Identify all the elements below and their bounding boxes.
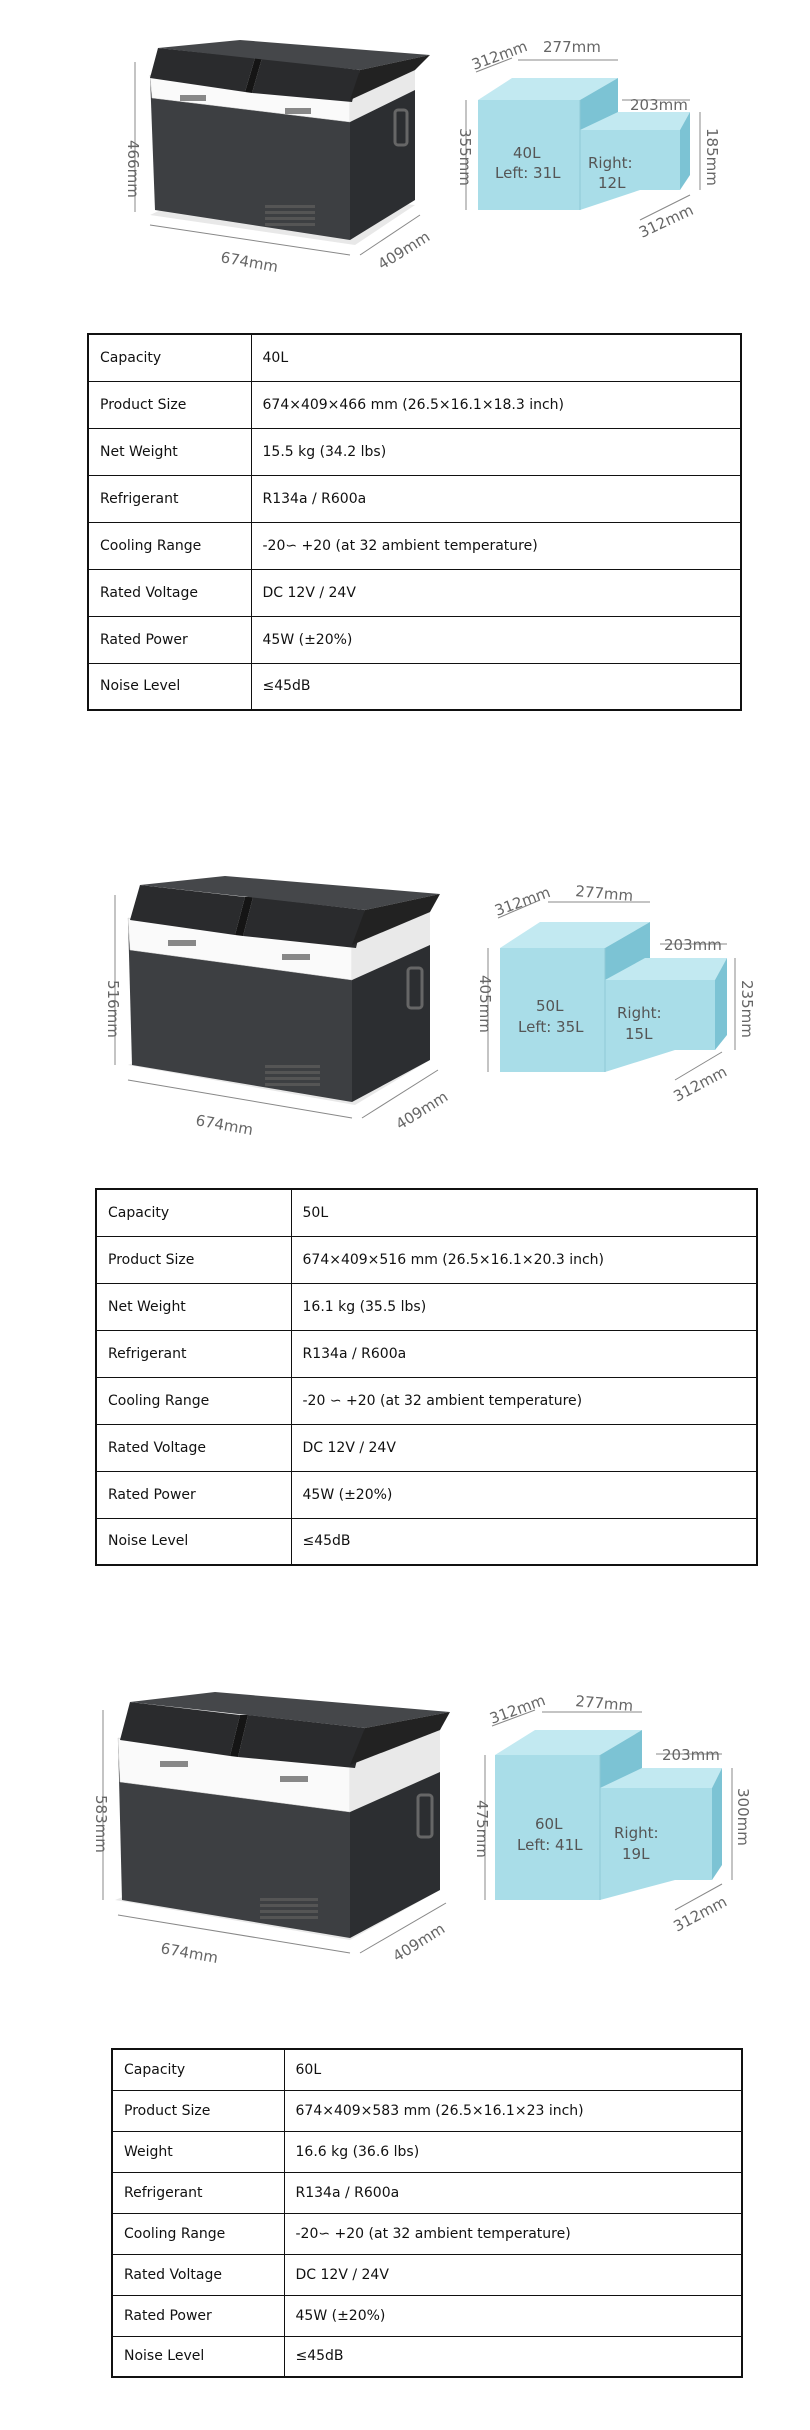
box-width-left-label: 312mm (487, 1691, 548, 1728)
spec-key: Capacity (112, 2049, 284, 2090)
spec-key: Cooling Range (112, 2213, 284, 2254)
fridge-image (150, 40, 430, 245)
product-section-60l (0, 1660, 810, 2430)
spec-value: ≤45dB (251, 663, 741, 710)
product-illustration-50l (0, 840, 810, 1150)
spec-value: ≤45dB (284, 2336, 742, 2377)
spec-value: 40L (251, 334, 741, 381)
table-row (112, 2213, 742, 2254)
table-row (88, 381, 741, 428)
table-row (112, 2172, 742, 2213)
fridge-length-label: 674mm (194, 1111, 255, 1139)
box-right-label: Right: (588, 154, 633, 172)
spec-value: 50L (291, 1189, 757, 1236)
table-row (96, 1424, 757, 1471)
spec-value: -20∽ +20 (at 32 ambient temperature) (284, 2213, 742, 2254)
fridge-depth-label: 409mm (392, 1087, 452, 1134)
box-height-left-label: 405mm (476, 975, 494, 1033)
spec-key: Rated Voltage (96, 1424, 291, 1471)
spec-key: Rated Power (88, 616, 251, 663)
table-row (88, 569, 741, 616)
table-row (112, 2295, 742, 2336)
spec-key: Noise Level (88, 663, 251, 710)
fridge-image (128, 876, 440, 1105)
fridge-depth-label: 409mm (374, 227, 434, 274)
table-row (112, 2254, 742, 2295)
spec-key: Noise Level (96, 1518, 291, 1565)
box-width-mid-label: 277mm (574, 1692, 634, 1716)
box-width-right-label: 203mm (662, 1746, 720, 1764)
spec-key: Net Weight (88, 428, 251, 475)
box-height-right-label: 300mm (734, 1788, 752, 1846)
spec-value: ≤45dB (291, 1518, 757, 1565)
spec-key: Product Size (88, 381, 251, 428)
spec-key: Weight (112, 2131, 284, 2172)
table-row (96, 1330, 757, 1377)
product-illustration-60l (0, 1660, 810, 1980)
spec-value: DC 12V / 24V (251, 569, 741, 616)
spec-value: DC 12V / 24V (284, 2254, 742, 2295)
spec-key: Refrigerant (96, 1330, 291, 1377)
fridge-height-label: 583mm (92, 1795, 110, 1853)
fridge-height-label: 516mm (104, 980, 122, 1038)
table-row (96, 1377, 757, 1424)
fridge-length-label: 674mm (159, 1939, 220, 1967)
box-width-mid-label: 277mm (543, 38, 601, 56)
table-row (88, 616, 741, 663)
spec-value: 674×409×466 mm (26.5×16.1×18.3 inch) (251, 381, 741, 428)
box-width-left-label: 312mm (469, 37, 530, 74)
box-depth-label: 312mm (636, 200, 697, 242)
spec-key: Noise Level (112, 2336, 284, 2377)
spec-key: Capacity (96, 1189, 291, 1236)
spec-value: -20 ∽ +20 (at 32 ambient temperature) (291, 1377, 757, 1424)
box-height-right-label: 235mm (738, 980, 756, 1038)
box-right-capacity: 15L (625, 1025, 653, 1043)
table-row (96, 1471, 757, 1518)
box-width-right-label: 203mm (630, 96, 688, 114)
spec-value: 674×409×516 mm (26.5×16.1×20.3 inch) (291, 1236, 757, 1283)
table-row (88, 475, 741, 522)
fridge-image (115, 1692, 450, 1940)
box-height-left-label: 475mm (473, 1800, 491, 1858)
spec-key: Product Size (96, 1236, 291, 1283)
spec-key: Cooling Range (96, 1377, 291, 1424)
spec-value: R134a / R600a (291, 1330, 757, 1377)
box-left-capacity: Left: 31L (495, 164, 561, 182)
box-right-capacity: 12L (598, 174, 626, 192)
box-height-right-label: 185mm (703, 128, 721, 186)
spec-key: Rated Power (112, 2295, 284, 2336)
product-section-40l (0, 0, 810, 720)
table-row (96, 1189, 757, 1236)
box-total-capacity: 60L (535, 1815, 563, 1833)
spec-key: Product Size (112, 2090, 284, 2131)
table-row (96, 1236, 757, 1283)
spec-value: DC 12V / 24V (291, 1424, 757, 1471)
product-section-50l (0, 840, 810, 1580)
spec-value: 16.6 kg (36.6 lbs) (284, 2131, 742, 2172)
spec-key: Rated Voltage (112, 2254, 284, 2295)
box-depth-label: 312mm (670, 1892, 730, 1936)
box-right-label: Right: (614, 1824, 659, 1842)
spec-value: 16.1 kg (35.5 lbs) (291, 1283, 757, 1330)
box-total-capacity: 40L (513, 144, 541, 162)
box-left-capacity: Left: 41L (517, 1836, 583, 1854)
fridge-length-label: 674mm (219, 248, 280, 276)
box-left-capacity: Left: 35L (518, 1018, 584, 1036)
table-row (112, 2049, 742, 2090)
box-depth-label: 312mm (670, 1062, 730, 1106)
spec-key: Rated Voltage (88, 569, 251, 616)
product-illustration-40l (0, 0, 810, 290)
table-row (96, 1283, 757, 1330)
spec-table-40l (87, 333, 742, 711)
spec-value: 45W (±20%) (284, 2295, 742, 2336)
box-right-capacity: 19L (622, 1845, 650, 1863)
spec-value: 60L (284, 2049, 742, 2090)
spec-key: Rated Power (96, 1471, 291, 1518)
spec-value: 15.5 kg (34.2 lbs) (251, 428, 741, 475)
table-row (112, 2131, 742, 2172)
spec-value: 674×409×583 mm (26.5×16.1×23 inch) (284, 2090, 742, 2131)
table-row (112, 2336, 742, 2377)
spec-value: 45W (±20%) (291, 1471, 757, 1518)
box-height-left-label: 355mm (456, 128, 474, 186)
box-total-capacity: 50L (536, 997, 564, 1015)
table-row (88, 522, 741, 569)
spec-value: -20∽ +20 (at 32 ambient temperature) (251, 522, 741, 569)
table-row (96, 1518, 757, 1565)
spec-key: Refrigerant (88, 475, 251, 522)
spec-key: Net Weight (96, 1283, 291, 1330)
box-right-label: Right: (617, 1004, 662, 1022)
fridge-height-label: 466mm (124, 140, 142, 198)
table-row (88, 663, 741, 710)
table-row (112, 2090, 742, 2131)
spec-table-60l (111, 2048, 743, 2378)
fridge-depth-label: 409mm (389, 1919, 449, 1966)
spec-table-50l (95, 1188, 758, 1566)
spec-key: Capacity (88, 334, 251, 381)
spec-value: R134a / R600a (284, 2172, 742, 2213)
spec-value: 45W (±20%) (251, 616, 741, 663)
box-width-left-label: 312mm (492, 883, 553, 920)
box-width-right-label: 203mm (664, 936, 722, 954)
table-row (88, 334, 741, 381)
spec-value: R134a / R600a (251, 475, 741, 522)
table-row (88, 428, 741, 475)
spec-key: Refrigerant (112, 2172, 284, 2213)
spec-key: Cooling Range (88, 522, 251, 569)
box-width-mid-label: 277mm (574, 882, 634, 906)
